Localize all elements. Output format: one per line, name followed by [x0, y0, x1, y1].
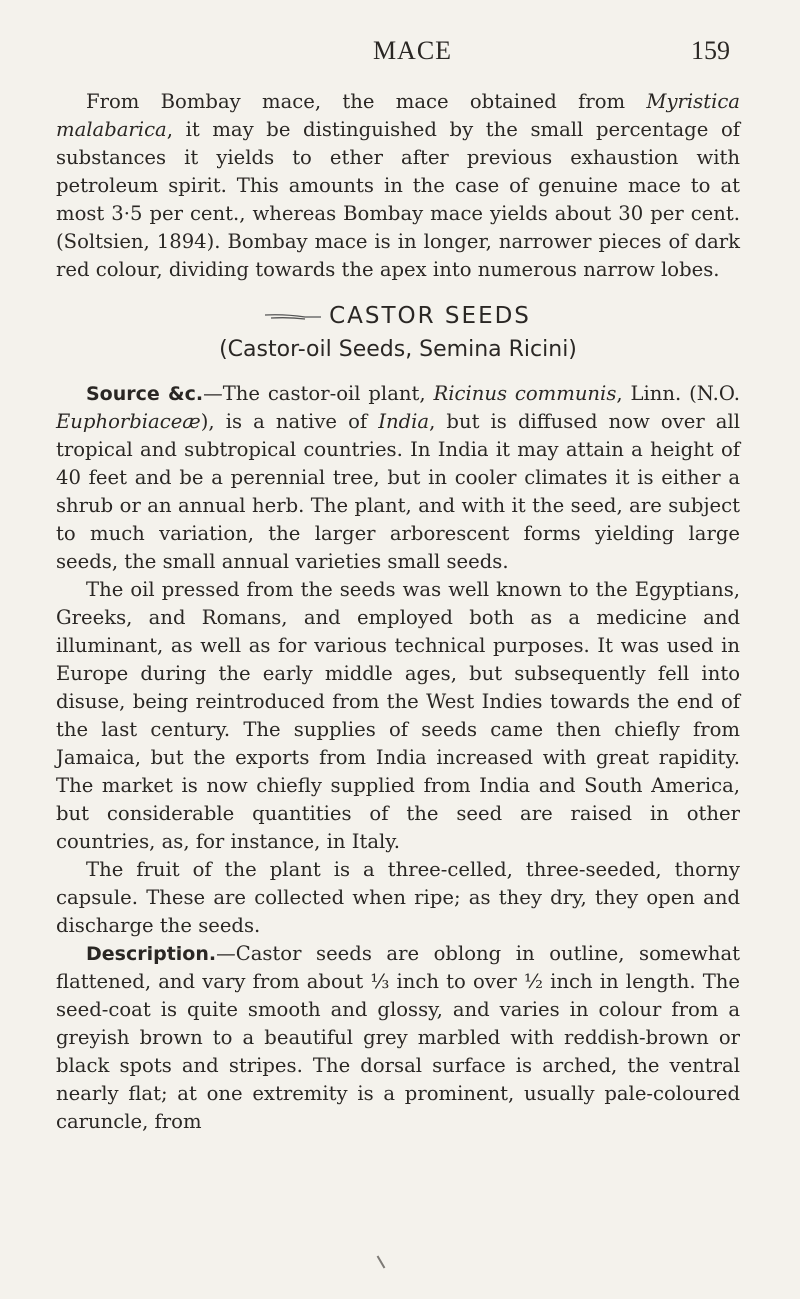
country-name: India [378, 410, 430, 433]
text-run: inch in length. The seed-coat is quite smooth and glossy, and varies in colour from a greyish brown to a beautiful grey marbled with reddish-brown or black spots and stripes. The dorsal surface is arched, the ventral nearly flat; at one extremity is a prominent, usually pale-coloured caruncle, from [56, 970, 740, 1133]
text-run: , but is diffused now over all tropical and subtropical countries. In India it may attain a height of 40 feet and be a perennial tree, but in cooler climates it is either a shrub or an annual herb. The plant, and with it the seed, are subject to much variation, the larger arborescent forms yielding large seeds, the small annual varieties small seeds. [56, 410, 741, 573]
text-run: From Bombay mace, the mace obtained from [86, 90, 647, 113]
text-run: —Castor seeds are oblong in outline, somewhat flattened, and vary from about [56, 942, 740, 993]
page-header [95, 36, 730, 70]
fraction: ½ [523, 970, 543, 993]
run-in-heading: Description. [86, 943, 217, 965]
running-title: MACE [372, 36, 453, 65]
stray-mark [377, 1255, 386, 1268]
text-run: —The castor-oil plant, [203, 382, 434, 405]
species-name: Myristica malabarica [56, 90, 740, 141]
species-name: Ricinus communis [433, 382, 617, 405]
paragraph-oil-history: The oil pressed from the seeds was well known to the Egyptians, Greeks, and Romans, and employed both as a medicine and illuminant, as well as for various technical purposes. It was used in Europe during the early middle ages, but subsequently fell into disuse, being reintroduced from the West Indies towards the end of the last century. The supplies of seeds came then chiefly from Jamaica, but the exports from India increased with great rapidity. The market is now chiefly supplied from India and South America, but considerable quantities of the seed are raised in other countries, as, for instance, in Italy. [56, 578, 740, 853]
text-run: ), is a native of [200, 410, 379, 433]
family-name: Euphorbiaceæ [56, 410, 201, 433]
paragraph-fruit: The fruit of the plant is a three-celled, three-seeded, thorny capsule. These are collected when ripe; as they dry, they open and discharge the seeds. [56, 858, 740, 937]
paragraph-bombay-mace [56, 88, 740, 284]
fraction: ⅓ [370, 970, 390, 993]
section-title [56, 302, 740, 336]
paragraph-source [56, 380, 740, 576]
ornament-icon [265, 313, 321, 321]
text-run: inch to over [389, 970, 524, 993]
paragraph-description [56, 940, 740, 1136]
text-run: , it may be distinguished by the small percentage of substances it yields to ether after previous exhaustion with petroleum spirit. This amounts in the case of genuine mace to at most 3·5 per cent., whereas Bombay mace yields about 30 per cent. (Soltsien, 1894). Bombay mace is in longer, narrower pieces of dark red colour, dividing towards the apex into numerous narrow lobes. [56, 118, 740, 281]
page-number: 159 [691, 36, 730, 65]
section-subtitle: (Castor-oil Seeds, Semina Ricini) [219, 337, 577, 362]
section-title-text: CASTOR SEEDS [329, 303, 531, 329]
page-body [56, 88, 740, 1136]
run-in-heading: Source &c. [86, 383, 204, 405]
text-run: , Linn. (N.O. [616, 382, 740, 405]
